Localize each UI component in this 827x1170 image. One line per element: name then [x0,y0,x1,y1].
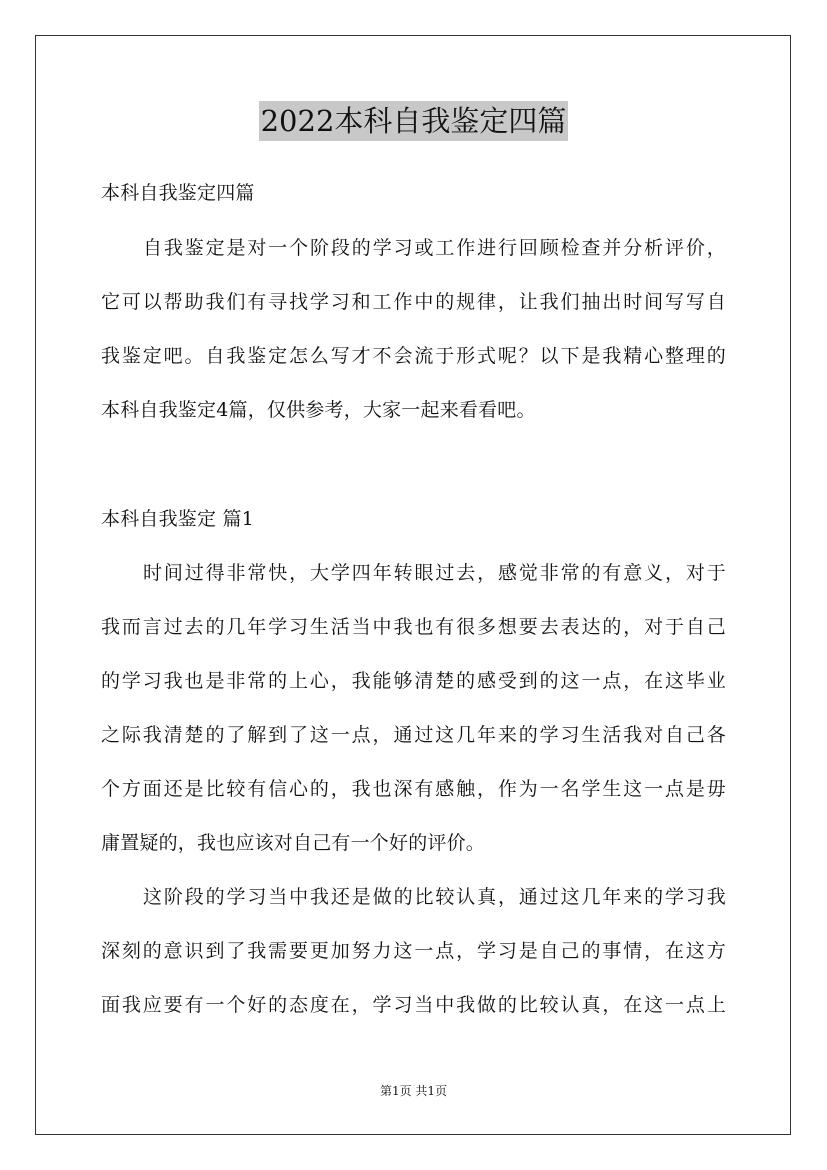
intro-line-1: 自我鉴定是对一个阶段的学习或工作进行回顾检查并分析评价， [143,237,726,259]
para1-line-2: 我而言过去的几年学习生活当中我也有很多想要去表达的，对于自己 [101,616,726,638]
document-heading: 本科自我鉴定四篇 [101,182,255,204]
title-container [0,101,827,141]
intro-line-2: 它可以帮助我们有寻找学习和工作中的规律，让我们抽出时间写写自 [101,291,726,313]
para1-line-6: 庸置疑的，我也应该对自己有一个好的评价。 [101,832,486,854]
para1-line-1: 时间过得非常快，大学四年转眼过去，感觉非常的有意义，对于 [143,562,726,584]
intro-line-3: 我鉴定吧。自我鉴定怎么写才不会流于形式呢？以下是我精心整理的 [101,345,726,367]
para2-line-1: 这阶段的学习当中我还是做的比较认真，通过这几年来的学习我 [143,886,726,908]
intro-line-4: 本科自我鉴定4篇，仅供参考，大家一起来看看吧。 [101,399,536,421]
section-heading: 本科自我鉴定 篇1 [101,508,254,530]
para1-line-4: 之际我清楚的了解到了这一点，通过这几年来的学习生活我对自己各 [101,724,726,746]
para2-line-2: 深刻的意识到了我需要更加努力这一点，学习是自己的事情，在这方 [101,940,726,962]
page-footer: 第1页 共1页 [379,1084,448,1098]
para2-line-3: 面我应要有一个好的态度在，学习当中我做的比较认真，在这一点上 [101,994,726,1016]
para1-line-3: 的学习我也是非常的上心，我能够清楚的感受到的这一点，在这毕业 [101,670,726,692]
document-title[interactable]: 2022本科自我鉴定四篇 [259,101,569,141]
para1-line-5: 个方面还是比较有信心的，我也深有感触，作为一名学生这一点是毋 [101,778,726,800]
